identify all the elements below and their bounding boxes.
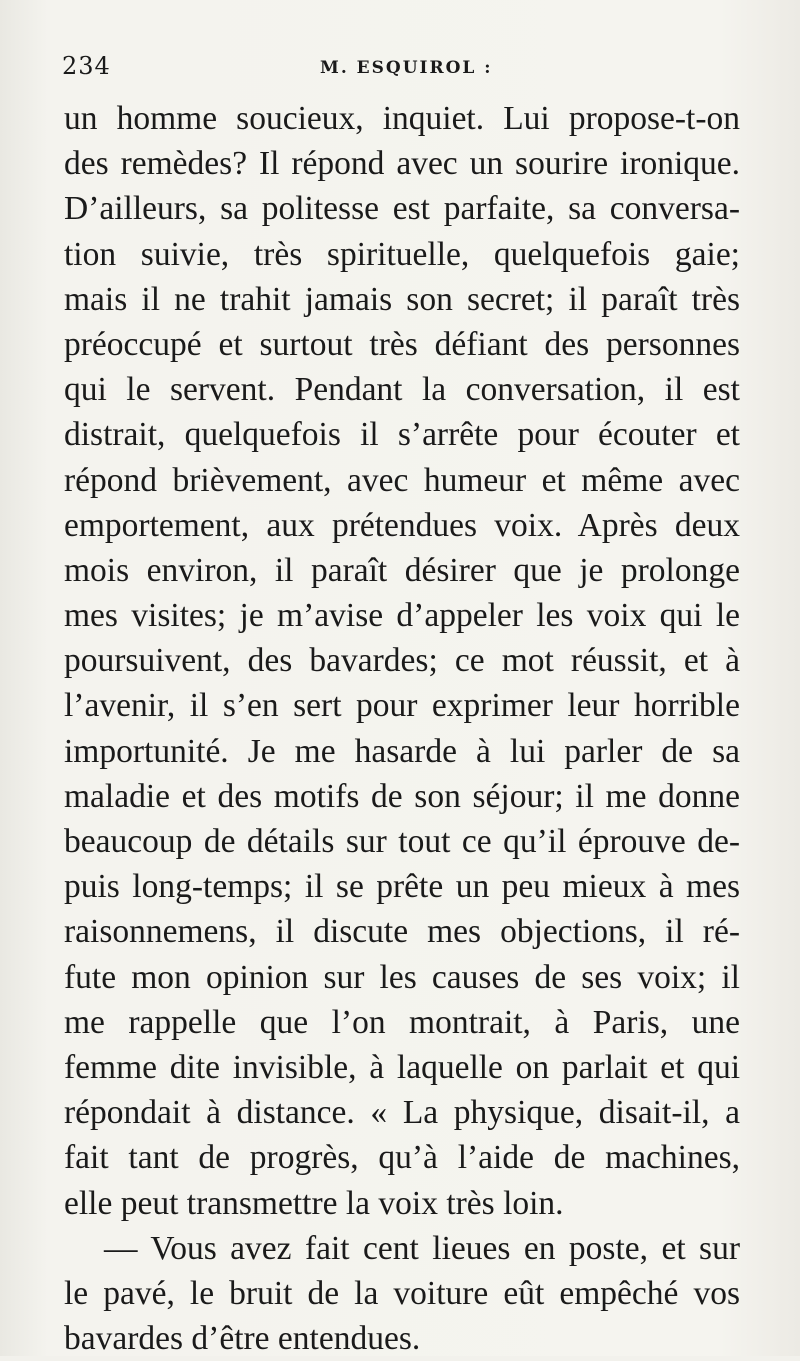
text-line: maladie et des motifs de son séjour; il me donne bbox=[64, 777, 740, 815]
text-line: des remèdes? Il répond avec un sourire ironique. bbox=[64, 145, 740, 183]
text-line: fait tant de progrès, qu’à l’aide de machines, bbox=[64, 1139, 740, 1177]
page-header bbox=[0, 52, 800, 82]
text-line: raisonnemens, il discute mes objections, il ré- bbox=[64, 913, 740, 951]
text-line: mes visites; je m’avise d’appeler les voix qui le bbox=[64, 597, 740, 635]
text-line: distrait, quelquefois il s’arrête pour écouter et bbox=[64, 416, 740, 454]
text-line: tion suivie, très spirituelle, quelquefois gaie; bbox=[64, 235, 740, 273]
running-head: M. ESQUIROL : bbox=[320, 58, 493, 78]
text-line: elle peut transmettre la voix très loin. bbox=[64, 1184, 564, 1222]
text-line: puis long-temps; il se prête un peu mieux à mes bbox=[64, 868, 740, 906]
text-line: poursuivent, des bavardes; ce mot réussit, et à bbox=[64, 642, 740, 680]
text-line: D’ailleurs, sa politesse est parfaite, sa conversa- bbox=[64, 190, 740, 228]
text-line: répondait à distance. « La physique, disait-il, a bbox=[64, 1094, 740, 1132]
text-line: bavardes d’être entendues. bbox=[64, 1320, 421, 1358]
text-line: fute mon opinion sur les causes de ses voix; il bbox=[64, 958, 740, 996]
text-line: le pavé, le bruit de la voiture eût empêché vos bbox=[64, 1274, 740, 1312]
text-line: mais il ne trahit jamais son secret; il paraît très bbox=[64, 280, 740, 318]
text-line: — Vous avez fait cent lieues en poste, et sur bbox=[104, 1229, 740, 1267]
page-number: 234 bbox=[62, 52, 111, 80]
text-line: un homme soucieux, inquiet. Lui propose-t-on bbox=[64, 100, 740, 137]
text-line: mois environ, il paraît désirer que je prolonge bbox=[64, 551, 740, 589]
text-line: l’avenir, il s’en sert pour exprimer leur horrible bbox=[64, 687, 740, 725]
text-line: importunité. Je me hasarde à lui parler de sa bbox=[64, 732, 740, 770]
text-line: emportement, aux prétendues voix. Après deux bbox=[64, 506, 740, 544]
text-line: me rappelle que l’on montrait, à Paris, une bbox=[64, 1003, 740, 1041]
body-text bbox=[64, 96, 740, 1361]
text-line: beaucoup de détails sur tout ce qu’il éprouve de- bbox=[64, 823, 740, 860]
text-line: répond brièvement, avec humeur et même avec bbox=[64, 461, 740, 499]
text-line: préoccupé et surtout très défiant des personnes bbox=[64, 325, 740, 363]
text-line: femme dite invisible, à laquelle on parlait et qui bbox=[64, 1048, 740, 1086]
text-line: qui le servent. Pendant la conversation, il est bbox=[64, 371, 740, 409]
